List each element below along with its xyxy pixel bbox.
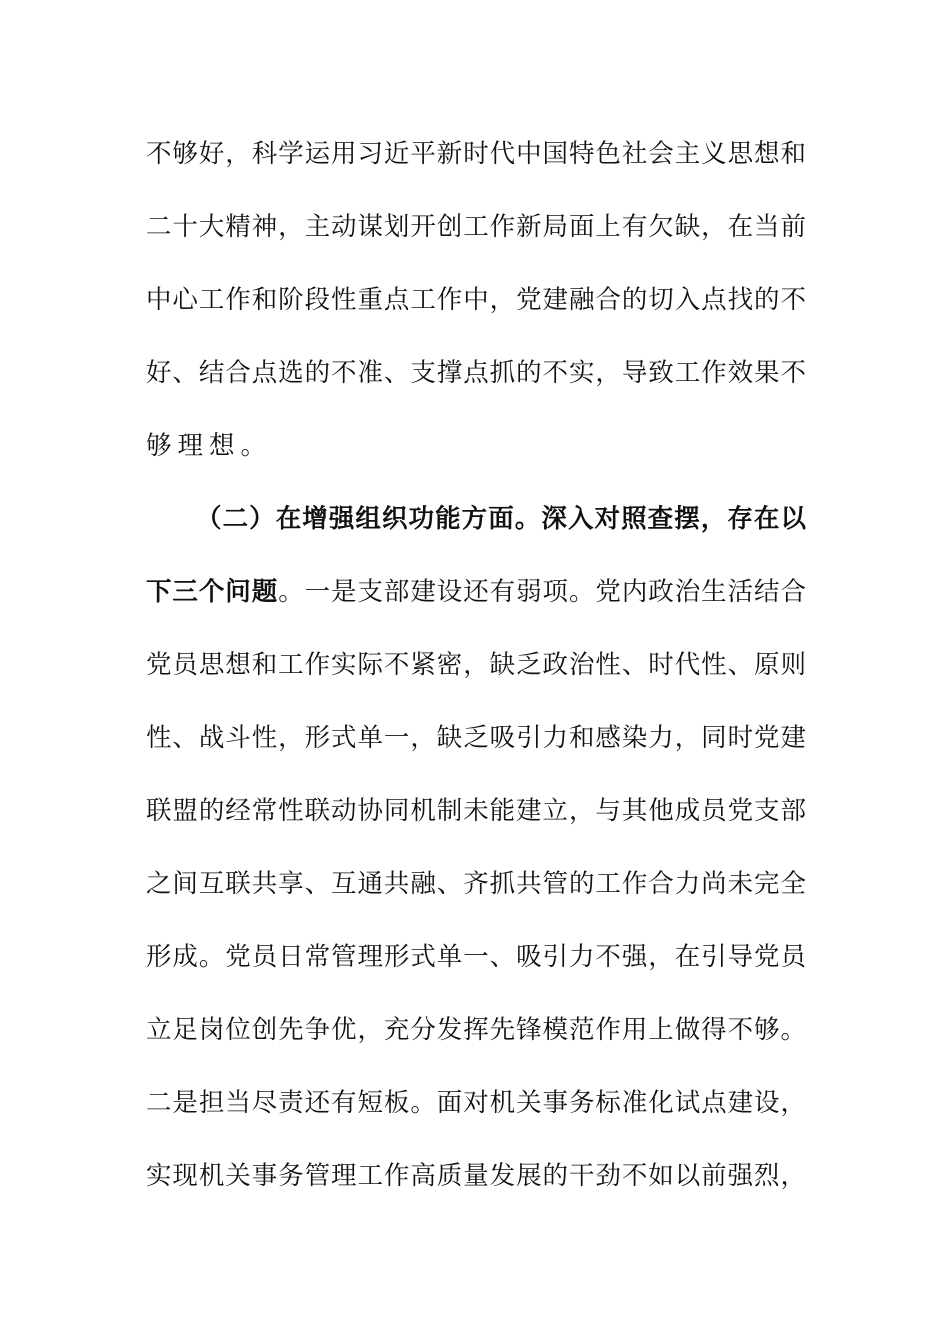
paragraph-line: 之间互联共享、互通共融、齐抓共管的工作合力尚未完全: [146, 869, 806, 899]
paragraph-line: 联盟的经常性联动协同机制未能建立，与其他成员党支部: [146, 796, 806, 826]
paragraph-line: 好、结合点选的不准、支撑点抓的不实，导致工作效果不: [146, 358, 806, 388]
paragraph-line-mixed: [146, 572, 806, 612]
paragraph-line: 不够好，科学运用习近平新时代中国特色社会主义思想和: [146, 139, 806, 169]
paragraph-line: 立足岗位创先争优，充分发挥先锋模范作用上做得不够。: [146, 1015, 806, 1045]
paragraph-line: 二十大精神，主动谋划开创工作新局面上有欠缺，在当前: [146, 212, 806, 242]
section-heading-end: 下三个问题: [146, 577, 279, 607]
paragraph-text: 。一是支部建设还有弱项。党内政治生活结合: [278, 577, 806, 607]
paragraph-line: 二是担当尽责还有短板。面对机关事务标准化试点建设，: [146, 1088, 806, 1118]
section-heading: （二）在增强组织功能方面。深入对照查摆，存在以: [196, 504, 806, 534]
paragraph-line: 实现机关事务管理工作高质量发展的干劲不如以前强烈，: [146, 1161, 806, 1191]
paragraph-line: 够理想。: [146, 431, 273, 461]
paragraph-line: 形成。党员日常管理形式单一、吸引力不强，在引导党员: [146, 942, 806, 972]
paragraph-line: 性、战斗性，形式单一，缺乏吸引力和感染力，同时党建: [146, 723, 806, 753]
paragraph-line: 中心工作和阶段性重点工作中，党建融合的切入点找的不: [146, 285, 806, 315]
paragraph-line: 党员思想和工作实际不紧密，缺乏政治性、时代性、原则: [146, 650, 806, 680]
